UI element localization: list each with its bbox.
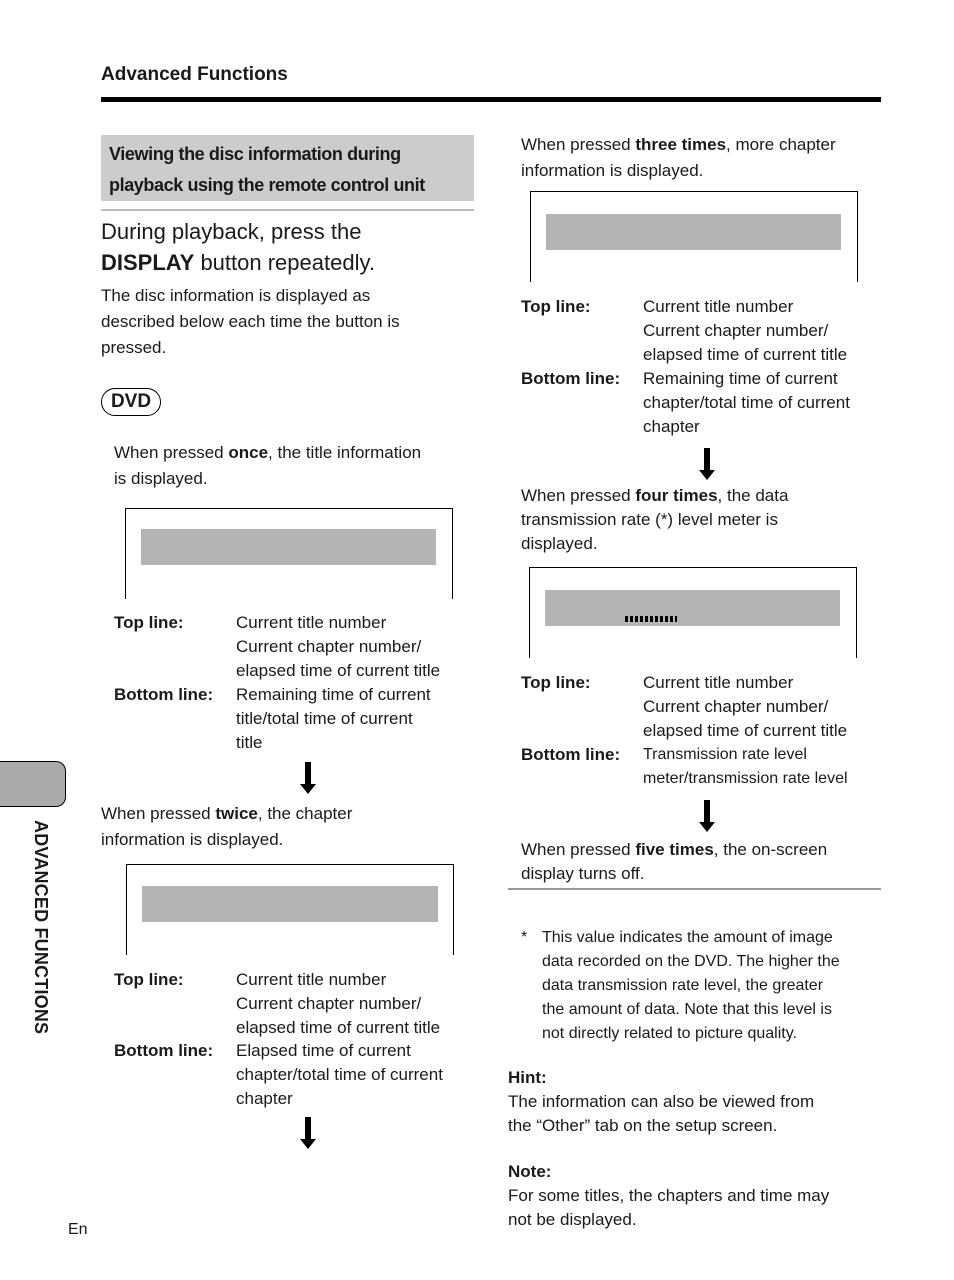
step-five-pre: When pressed	[521, 840, 636, 859]
step-twice-bold: twice	[215, 804, 258, 823]
step-five-bold: five times	[635, 840, 714, 859]
step-three-line2: information is displayed.	[521, 161, 704, 180]
footnote-line5: not directly related to picture quality.	[542, 1025, 797, 1042]
step-four-line1	[521, 484, 891, 508]
step-once-line2: is displayed.	[114, 469, 208, 488]
step-five-line2: display turns off.	[521, 864, 645, 883]
label-bottom-2: Bottom line:	[114, 1041, 214, 1060]
section-heading-line1: Viewing the disc information during	[109, 144, 401, 164]
page-header-title: Advanced Functions	[101, 64, 288, 85]
page-language: En	[68, 1221, 88, 1238]
display-screen-four	[529, 567, 857, 658]
instruction	[101, 216, 481, 278]
footnote-line3: data transmission rate level, the greater	[542, 977, 824, 994]
step-four-line3: displayed.	[521, 534, 598, 553]
header-rule	[101, 97, 881, 102]
hint-title: Hint:	[508, 1068, 547, 1087]
step-three-text	[521, 132, 891, 184]
note-line2: not be displayed.	[508, 1210, 637, 1229]
display-bar	[141, 529, 436, 565]
step-three-post: , more chapter	[726, 135, 836, 154]
desc4-top	[643, 671, 847, 743]
desc3-bottom-line3: chapter	[643, 417, 700, 436]
sidebar-tab	[0, 761, 66, 807]
display-bar	[545, 590, 840, 626]
desc1-bottom-line2: title/total time of current	[236, 709, 413, 728]
step-five-text	[521, 838, 891, 886]
desc3-top	[643, 295, 847, 367]
section-heading	[101, 135, 474, 201]
desc2-top	[236, 968, 440, 1040]
label-bottom-3: Bottom line:	[521, 369, 621, 388]
desc4-bottom-line2: meter/transmission rate level	[643, 770, 848, 787]
display-button-name: DISPLAY	[101, 250, 195, 275]
note-title: Note:	[508, 1162, 552, 1181]
desc4-bottom	[643, 743, 848, 791]
down-arrow-icon	[300, 762, 316, 794]
desc4-bottom-line1: Transmission rate level	[643, 746, 807, 763]
footnote-line4: the amount of data. Note that this level is	[542, 1001, 832, 1018]
label-top-1: Top line:	[114, 613, 184, 632]
step-once-post: , the title information	[268, 443, 422, 462]
desc1-top-line3: elapsed time of current title	[236, 661, 441, 680]
instruction-line2	[101, 247, 481, 278]
step-once-line1	[114, 440, 474, 466]
display-screen-twice	[126, 864, 454, 955]
hint-line2: the “Other” tab on the setup screen.	[508, 1116, 778, 1135]
footnote-line2: data recorded on the DVD. The higher the	[542, 953, 840, 970]
intro-line1: The disc information is displayed as	[101, 286, 371, 305]
step-twice-line2: information is displayed.	[101, 830, 284, 849]
desc3-top-line1: Current title number	[643, 297, 794, 316]
label-bottom-1: Bottom line:	[114, 685, 214, 704]
instruction-post: button repeatedly.	[194, 250, 375, 275]
note-line1: For some titles, the chapters and time may	[508, 1186, 830, 1205]
step-once-text	[114, 440, 474, 492]
step-twice-pre: When pressed	[101, 804, 216, 823]
step-five-line1	[521, 838, 891, 862]
instruction-line1: During playback, press the	[101, 219, 362, 244]
desc1-top-line2: Current chapter number/	[236, 637, 422, 656]
desc4-top-line3: elapsed time of current title	[643, 721, 848, 740]
intro-line3: pressed.	[101, 338, 167, 357]
step-twice-line1	[101, 801, 471, 827]
desc3-bottom-line2: chapter/total time of current	[643, 393, 850, 412]
desc2-top-line2: Current chapter number/	[236, 994, 422, 1013]
desc2-bottom-line2: chapter/total time of current	[236, 1065, 443, 1084]
footnote-line1: This value indicates the amount of image	[542, 929, 833, 946]
desc3-top-line3: elapsed time of current title	[643, 345, 848, 364]
desc1-bottom	[236, 683, 431, 755]
display-screen-once	[125, 508, 453, 599]
desc3-bottom-line1: Remaining time of current	[643, 369, 838, 388]
step-four-pre: When pressed	[521, 486, 636, 505]
step-once-pre: When pressed	[114, 443, 229, 462]
level-meter-icon	[625, 616, 677, 622]
desc3-top-line2: Current chapter number/	[643, 321, 829, 340]
desc1-bottom-line1: Remaining time of current	[236, 685, 431, 704]
down-arrow-icon	[699, 800, 715, 832]
desc1-top-line1: Current title number	[236, 613, 387, 632]
desc4-top-line2: Current chapter number/	[643, 697, 829, 716]
step-three-pre: When pressed	[521, 135, 636, 154]
section-divider	[101, 209, 474, 211]
desc4-top-line1: Current title number	[643, 673, 794, 692]
sidebar-section-label: ADVANCED FUNCTIONS	[31, 820, 51, 1035]
down-arrow-icon	[300, 1117, 316, 1149]
desc2-top-line1: Current title number	[236, 970, 387, 989]
step-twice-post: , the chapter	[257, 804, 353, 823]
step-once-bold: once	[228, 443, 269, 462]
desc2-bottom	[236, 1039, 443, 1111]
desc2-bottom-line1: Elapsed time of current	[236, 1041, 411, 1060]
note	[508, 1160, 888, 1232]
label-bottom-4: Bottom line:	[521, 745, 621, 764]
display-screen-three	[530, 191, 858, 282]
dvd-badge: DVD	[101, 388, 161, 416]
desc2-top-line3: elapsed time of current title	[236, 1018, 441, 1037]
down-arrow-icon	[699, 448, 715, 480]
step-four-bold: four times	[635, 486, 718, 505]
desc3-bottom	[643, 367, 850, 439]
section-heading-line2: playback using the remote control unit	[109, 175, 425, 195]
step-three-bold: three times	[635, 135, 727, 154]
hint-line1: The information can also be viewed from	[508, 1092, 815, 1111]
intro-paragraph	[101, 283, 461, 361]
label-top-2: Top line:	[114, 970, 184, 989]
desc1-top	[236, 611, 440, 683]
step-four-line2: transmission rate (*) level meter is	[521, 510, 778, 529]
right-divider	[508, 888, 881, 890]
display-bar	[142, 886, 438, 922]
step-four-post: , the data	[717, 486, 789, 505]
label-top-4: Top line:	[521, 673, 591, 692]
footnote	[542, 926, 887, 1046]
step-four-text	[521, 484, 891, 556]
hint	[508, 1066, 888, 1138]
desc2-bottom-line3: chapter	[236, 1089, 293, 1108]
intro-line2: described below each time the button is	[101, 312, 400, 331]
footnote-mark: *	[521, 929, 528, 946]
display-bar	[546, 214, 841, 250]
step-five-post: , the on-screen	[713, 840, 828, 859]
desc1-bottom-line3: title	[236, 733, 263, 752]
label-top-3: Top line:	[521, 297, 591, 316]
step-three-line1	[521, 132, 891, 158]
step-twice-text	[101, 801, 471, 853]
